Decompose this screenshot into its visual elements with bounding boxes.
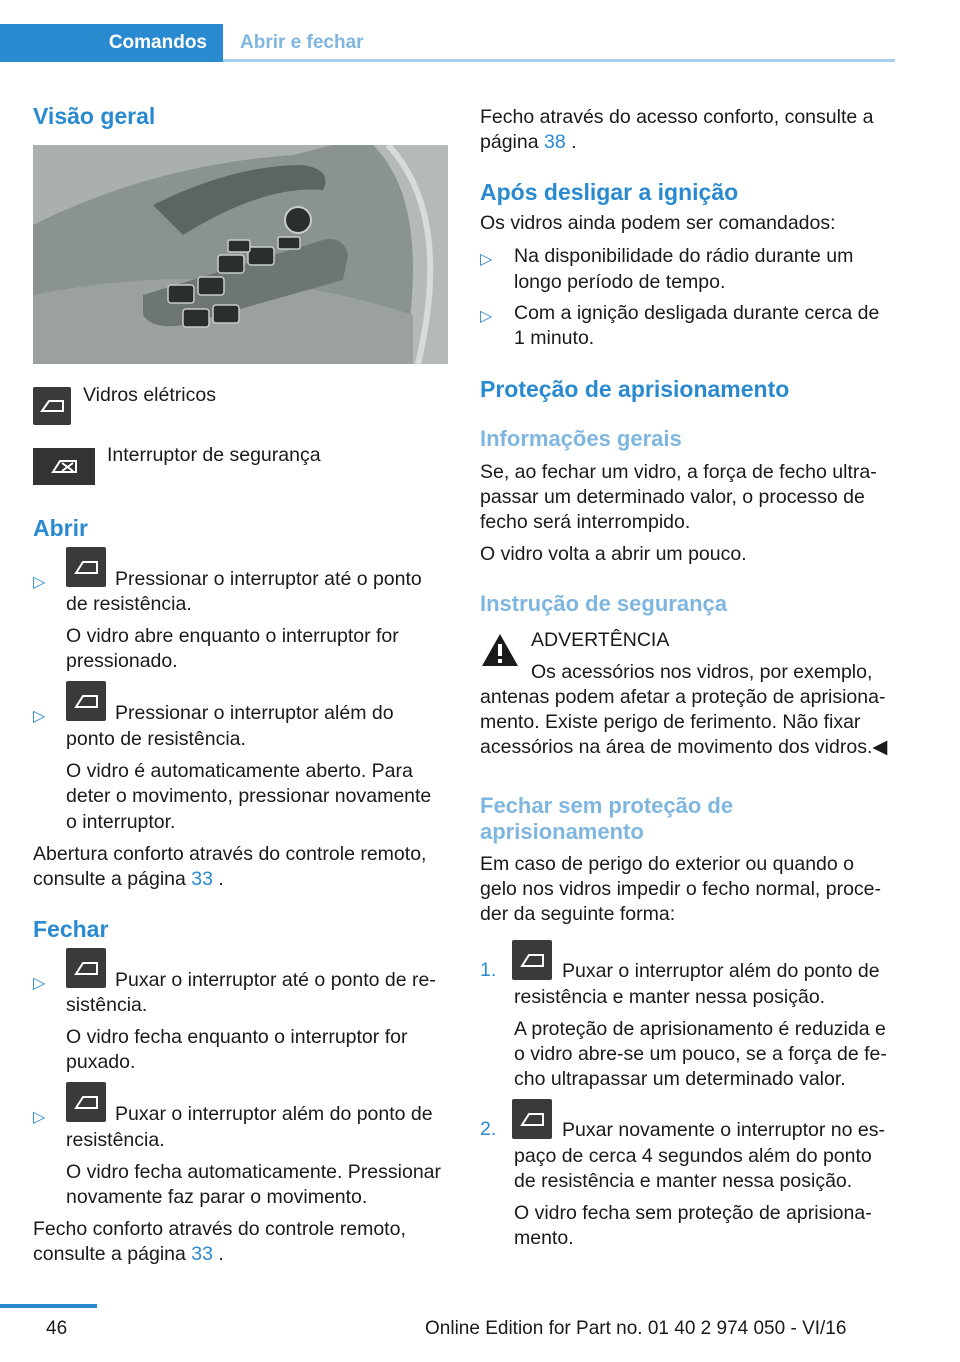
step2-line2: paço de cerca 4 segundos além do ponto <box>514 1145 872 1167</box>
warning-line1: Os acessórios nos vidros, por exemplo, <box>531 661 873 683</box>
after-ignition-text: Os vidros ainda podem ser comandados: <box>480 212 836 234</box>
open-comfort-line1: Abertura conforto através do controle remoto, <box>33 843 427 865</box>
header-tabs <box>0 24 895 62</box>
step1-note1: A proteção de aprisionamento é reduzida e <box>514 1018 886 1040</box>
window-lifter-icon <box>512 1099 552 1139</box>
info-line4: O vidro volta a abrir um pouco. <box>480 543 747 565</box>
no-protection-line3: der da seguinte forma: <box>480 903 676 925</box>
close-step2-line2: resistência. <box>66 1129 165 1151</box>
tab-divider <box>223 59 895 62</box>
step-number: 1. <box>480 959 497 981</box>
info-line2: passar um determinado valor, o processo de <box>480 486 865 508</box>
window-lifter-icon <box>66 948 106 988</box>
page-link[interactable]: 33 <box>191 1243 213 1265</box>
step2-line3: de resistência e manter nessa posição. <box>514 1170 853 1192</box>
after-ignition-heading: Após desligar a ignição <box>480 179 739 205</box>
bullet-marker: ▷ <box>480 251 493 268</box>
no-protection-line1: Em caso de perigo do exterior ou quando o <box>480 853 854 875</box>
safety-heading: Instrução de segurança <box>480 591 727 616</box>
no-protection-heading-2: aprisionamento <box>480 819 644 844</box>
close-step2-note2: novamente faz parar o movimento. <box>66 1186 368 1208</box>
close-heading: Fechar <box>33 916 109 942</box>
open-step2-note3: o interruptor. <box>66 811 176 833</box>
no-protection-line2: gelo nos vidros impedir o fecho normal, proce‐ <box>480 878 882 900</box>
info-line1: Se, ao fechar um vidro, a força de fecho ultra‐ <box>480 461 877 483</box>
step-number: 2. <box>480 1118 497 1140</box>
close-step1-line2: sistência. <box>66 994 148 1016</box>
window-lifter-icon <box>66 681 106 721</box>
page-number: 46 <box>46 1318 68 1339</box>
step1-note2: o vidro abre-se um pouco, se a força de fe‐ <box>514 1043 887 1065</box>
after-bullet2-line2: 1 minuto. <box>514 327 595 349</box>
safety-switch-icon <box>33 448 95 485</box>
step2-text: Puxar novamente o interruptor no es‐ <box>562 1119 886 1141</box>
bullet-marker: ▷ <box>33 708 46 725</box>
warning-icon <box>480 632 520 668</box>
open-step2-note1: O vidro é automaticamente aberto. Para <box>66 760 413 782</box>
tab-comandos[interactable]: Comandos <box>0 24 223 62</box>
info-line3: fecho será interrompido. <box>480 511 691 533</box>
close-step2: Puxar o interruptor além do ponto de <box>115 1103 433 1125</box>
step2-note1: O vidro fecha sem proteção de aprisiona‐ <box>514 1202 872 1224</box>
open-heading: Abrir <box>33 515 88 541</box>
edition-text: Online Edition for Part no. 01 40 2 974 050 - VI/16 <box>425 1318 847 1339</box>
close-step1-note2: puxado. <box>66 1051 136 1073</box>
power-windows-label: Vidros elétricos <box>83 384 216 406</box>
warning-line4: acessórios na área de movimento dos vidros.◀ <box>480 736 888 758</box>
window-lifter-icon <box>33 387 71 425</box>
open-comfort-line2: consulte a página 33 . <box>33 868 224 890</box>
step1-line2: resistência e manter nessa posição. <box>514 986 826 1008</box>
close-comfort-line2: consulte a página 33 . <box>33 1243 224 1265</box>
close-comfort-line1: Fecho conforto através do controle remoto, <box>33 1218 406 1240</box>
window-lifter-icon <box>66 547 106 587</box>
general-info-heading: Informações gerais <box>480 426 682 451</box>
open-step1-note1: O vidro abre enquanto o interruptor for <box>66 625 399 647</box>
tab-abrir-e-fechar[interactable]: Abrir e fechar <box>240 32 364 53</box>
open-step2: Pressionar o interruptor além do <box>115 702 394 724</box>
page-link[interactable]: 33 <box>191 868 213 890</box>
bullet-marker: ▷ <box>33 574 46 591</box>
bullet-marker: ▷ <box>33 1109 46 1126</box>
close-step2-note1: O vidro fecha automaticamente. Pressionar <box>66 1161 442 1183</box>
close-step1: Puxar o interruptor até o ponto de re‐ <box>115 969 436 991</box>
warning-line3: mento. Existe perigo de ferimento. Não fixar <box>480 711 861 733</box>
after-bullet2-line1: Com a ignição desligada durante cerca de <box>514 302 880 324</box>
intro-line1: Fecho através do acesso conforto, consulte a <box>480 106 874 128</box>
window-lifter-icon <box>512 940 552 980</box>
open-step1: Pressionar o interruptor até o ponto <box>115 568 422 590</box>
open-step1-line2: de resistência. <box>66 593 192 615</box>
no-protection-heading-1: Fechar sem proteção de <box>480 793 734 818</box>
open-step2-note2: deter o movimento, pressionar novamente <box>66 785 432 807</box>
footer-rule <box>0 1304 97 1308</box>
intro-line2: página 38 . <box>480 131 577 153</box>
warning-line2: antenas podem afetar a proteção de aprisiona‐ <box>480 686 886 708</box>
step1-text: Puxar o interruptor além do ponto de <box>562 960 880 982</box>
open-step1-note2: pressionado. <box>66 650 178 672</box>
page-link[interactable]: 38 <box>543 131 566 153</box>
step1-note3: cho ultrapassar um determinado valor. <box>514 1068 846 1090</box>
open-step2-line2: ponto de resistência. <box>66 728 246 750</box>
protection-heading: Proteção de aprisionamento <box>480 376 790 402</box>
after-bullet1-line2: longo período de tempo. <box>514 271 726 293</box>
door-switch-photo <box>33 145 448 364</box>
bullet-marker: ▷ <box>480 308 493 325</box>
after-bullet1-line1: Na disponibilidade do rádio durante um <box>514 245 854 267</box>
warning-label: ADVERTÊNCIA <box>531 629 670 651</box>
window-lifter-icon <box>66 1082 106 1122</box>
bullet-marker: ▷ <box>33 975 46 992</box>
safety-switch-label: Interruptor de segurança <box>107 444 321 466</box>
overview-heading: Visão geral <box>33 103 156 129</box>
step2-note2: mento. <box>514 1227 574 1249</box>
close-step1-note1: O vidro fecha enquanto o interruptor for <box>66 1026 408 1048</box>
